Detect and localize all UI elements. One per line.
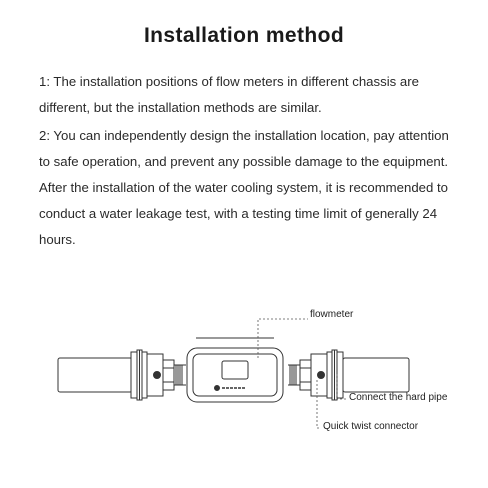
page-title: Installation method	[143, 24, 345, 47]
right-connector	[288, 350, 343, 400]
paragraph-1: 1: The installation positions of flow meters in different chassis are different, but the installation methods are similar.	[39, 74, 419, 115]
quick-twist-label: Quick twist connector	[323, 421, 419, 432]
paragraph-2: 2: You can independently design the installation location, pay attention to safe operation, and prevent any possible damage to the equipment. After the installation of the water cooling system, it is recommended to conduct a water leakage test, with a testing time limit of generally 24 hours.	[39, 128, 449, 247]
flowmeter-body	[187, 338, 283, 402]
left-pipe	[58, 358, 132, 392]
flowmeter-label: flowmeter	[310, 309, 354, 320]
left-connector	[131, 350, 186, 400]
right-pipe	[343, 358, 409, 392]
hard-pipe-label: Connect the hard pipe	[349, 392, 448, 403]
